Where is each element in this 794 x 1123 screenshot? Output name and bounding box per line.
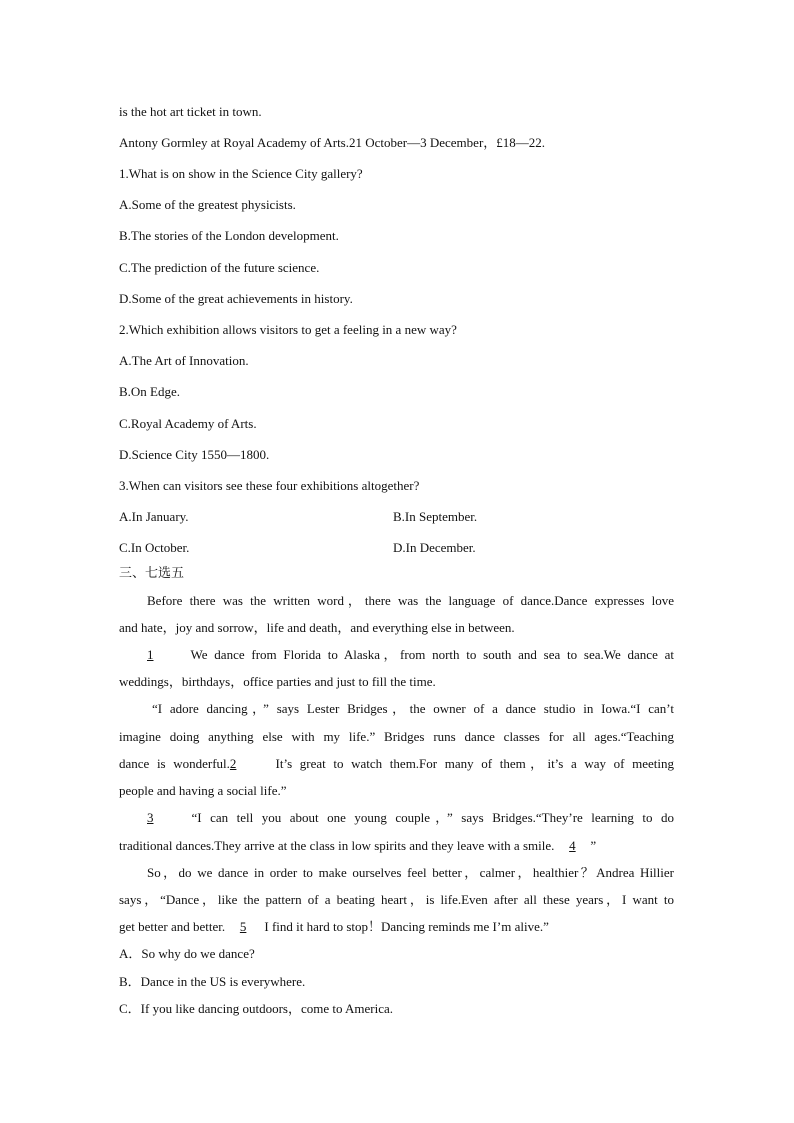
blank-1[interactable]: 1 (147, 647, 154, 662)
blank-5[interactable]: 5 (239, 919, 247, 934)
paragraph-5-line-3 (119, 919, 549, 935)
paragraph-2-line-2: weddings，birthdays，office parties and just to fill the time. (119, 674, 436, 689)
question-1-option-b: B.The stories of the London development. (119, 228, 339, 243)
question-3-option-c: C.In October. (119, 540, 190, 555)
option-c: C．If you like dancing outdoors，come to America. (119, 1001, 394, 1016)
paragraph-2-line-1 (147, 647, 674, 663)
blank-2[interactable]: 2 (229, 756, 237, 771)
section-title: 三、七选五 (119, 566, 185, 581)
option-b: B．Dance in the US is everywhere. (119, 974, 306, 989)
question-1-option-c: C.The prediction of the future science. (119, 260, 320, 275)
paragraph-3-text-before: dance is wonderful. (119, 756, 230, 771)
question-2-stem: 2.Which exhibition allows visitors to get a feeling in a new way? (119, 322, 457, 337)
paragraph-5-text-before: get better and better. (119, 919, 226, 934)
paragraph-5-text-after: I find it hard to stop！Dancing reminds me I’m alive.” (261, 919, 549, 934)
paragraph-1-line-2: and hate，joy and sorrow，life and death，and everything else in between. (119, 620, 515, 635)
question-3-stem: 3.When can visitors see these four exhibitions altogether? (119, 478, 420, 493)
paragraph-2-text: We dance from Florida to Alaska，from north to south and sea to sea.We dance at (184, 647, 674, 662)
paragraph-4-text: “I can tell you about one young couple，” says Bridges.“They’re learning to do (183, 810, 674, 825)
paragraph-4-line-2 (119, 838, 596, 854)
option-a: A．So why do we dance? (119, 946, 255, 961)
question-3-option-d: D.In December. (393, 540, 476, 555)
question-1-option-a: A.Some of the greatest physicists. (119, 197, 296, 212)
paragraph-5-line-2: says，“Dance，like the pattern of a beating heart，is life.Even after all these years，I want to (119, 892, 674, 907)
question-2-option-a: A.The Art of Innovation. (119, 353, 249, 368)
paragraph-5-line-1: So，do we dance in order to make ourselves feel better，calmer，healthier？Andrea Hillier (147, 865, 674, 880)
blank-3[interactable]: 3 (147, 810, 154, 825)
exhibition-info-line: Antony Gormley at Royal Academy of Arts.21 October—3 December，£18—22. (119, 135, 546, 150)
paragraph-4-line-1 (147, 810, 674, 826)
paragraph-1-line-1: Before there was the written word，there was the language of dance.Dance expresses love (147, 593, 674, 608)
question-2-option-b: B.On Edge. (119, 384, 181, 399)
paragraph-3-line-2: imagine doing anything else with my life.” Bridges runs dance classes for all ages.“Teaching (119, 729, 674, 744)
paragraph-3-line-3 (119, 756, 674, 772)
paragraph-4-text-before: traditional dances.They arrive at the class in low spirits and they leave with a smile. (119, 838, 555, 853)
blank-4[interactable]: 4 (569, 838, 576, 853)
paragraph-4-text-after: ” (590, 838, 597, 853)
question-3-option-a: A.In January. (119, 509, 189, 524)
paragraph-3-text-after: It’s great to watch them.For many of them，it’s a way of meeting (267, 756, 674, 771)
question-3-option-b: B.In September. (393, 509, 478, 524)
paragraph-3-line-4: people and having a social life.” (119, 783, 287, 798)
question-1-stem: 1.What is on show in the Science City gallery? (119, 166, 363, 181)
question-1-option-d: D.Some of the great achievements in history. (119, 291, 353, 306)
paragraph-3-line-1: “I adore dancing，” says Lester Bridges，the owner of a dance studio in Iowa.“I can’t (152, 701, 674, 716)
passage-text-line: is the hot art ticket in town. (119, 104, 262, 119)
question-2-option-c: C.Royal Academy of Arts. (119, 416, 257, 431)
question-2-option-d: D.Science City 1550—1800. (119, 447, 270, 462)
